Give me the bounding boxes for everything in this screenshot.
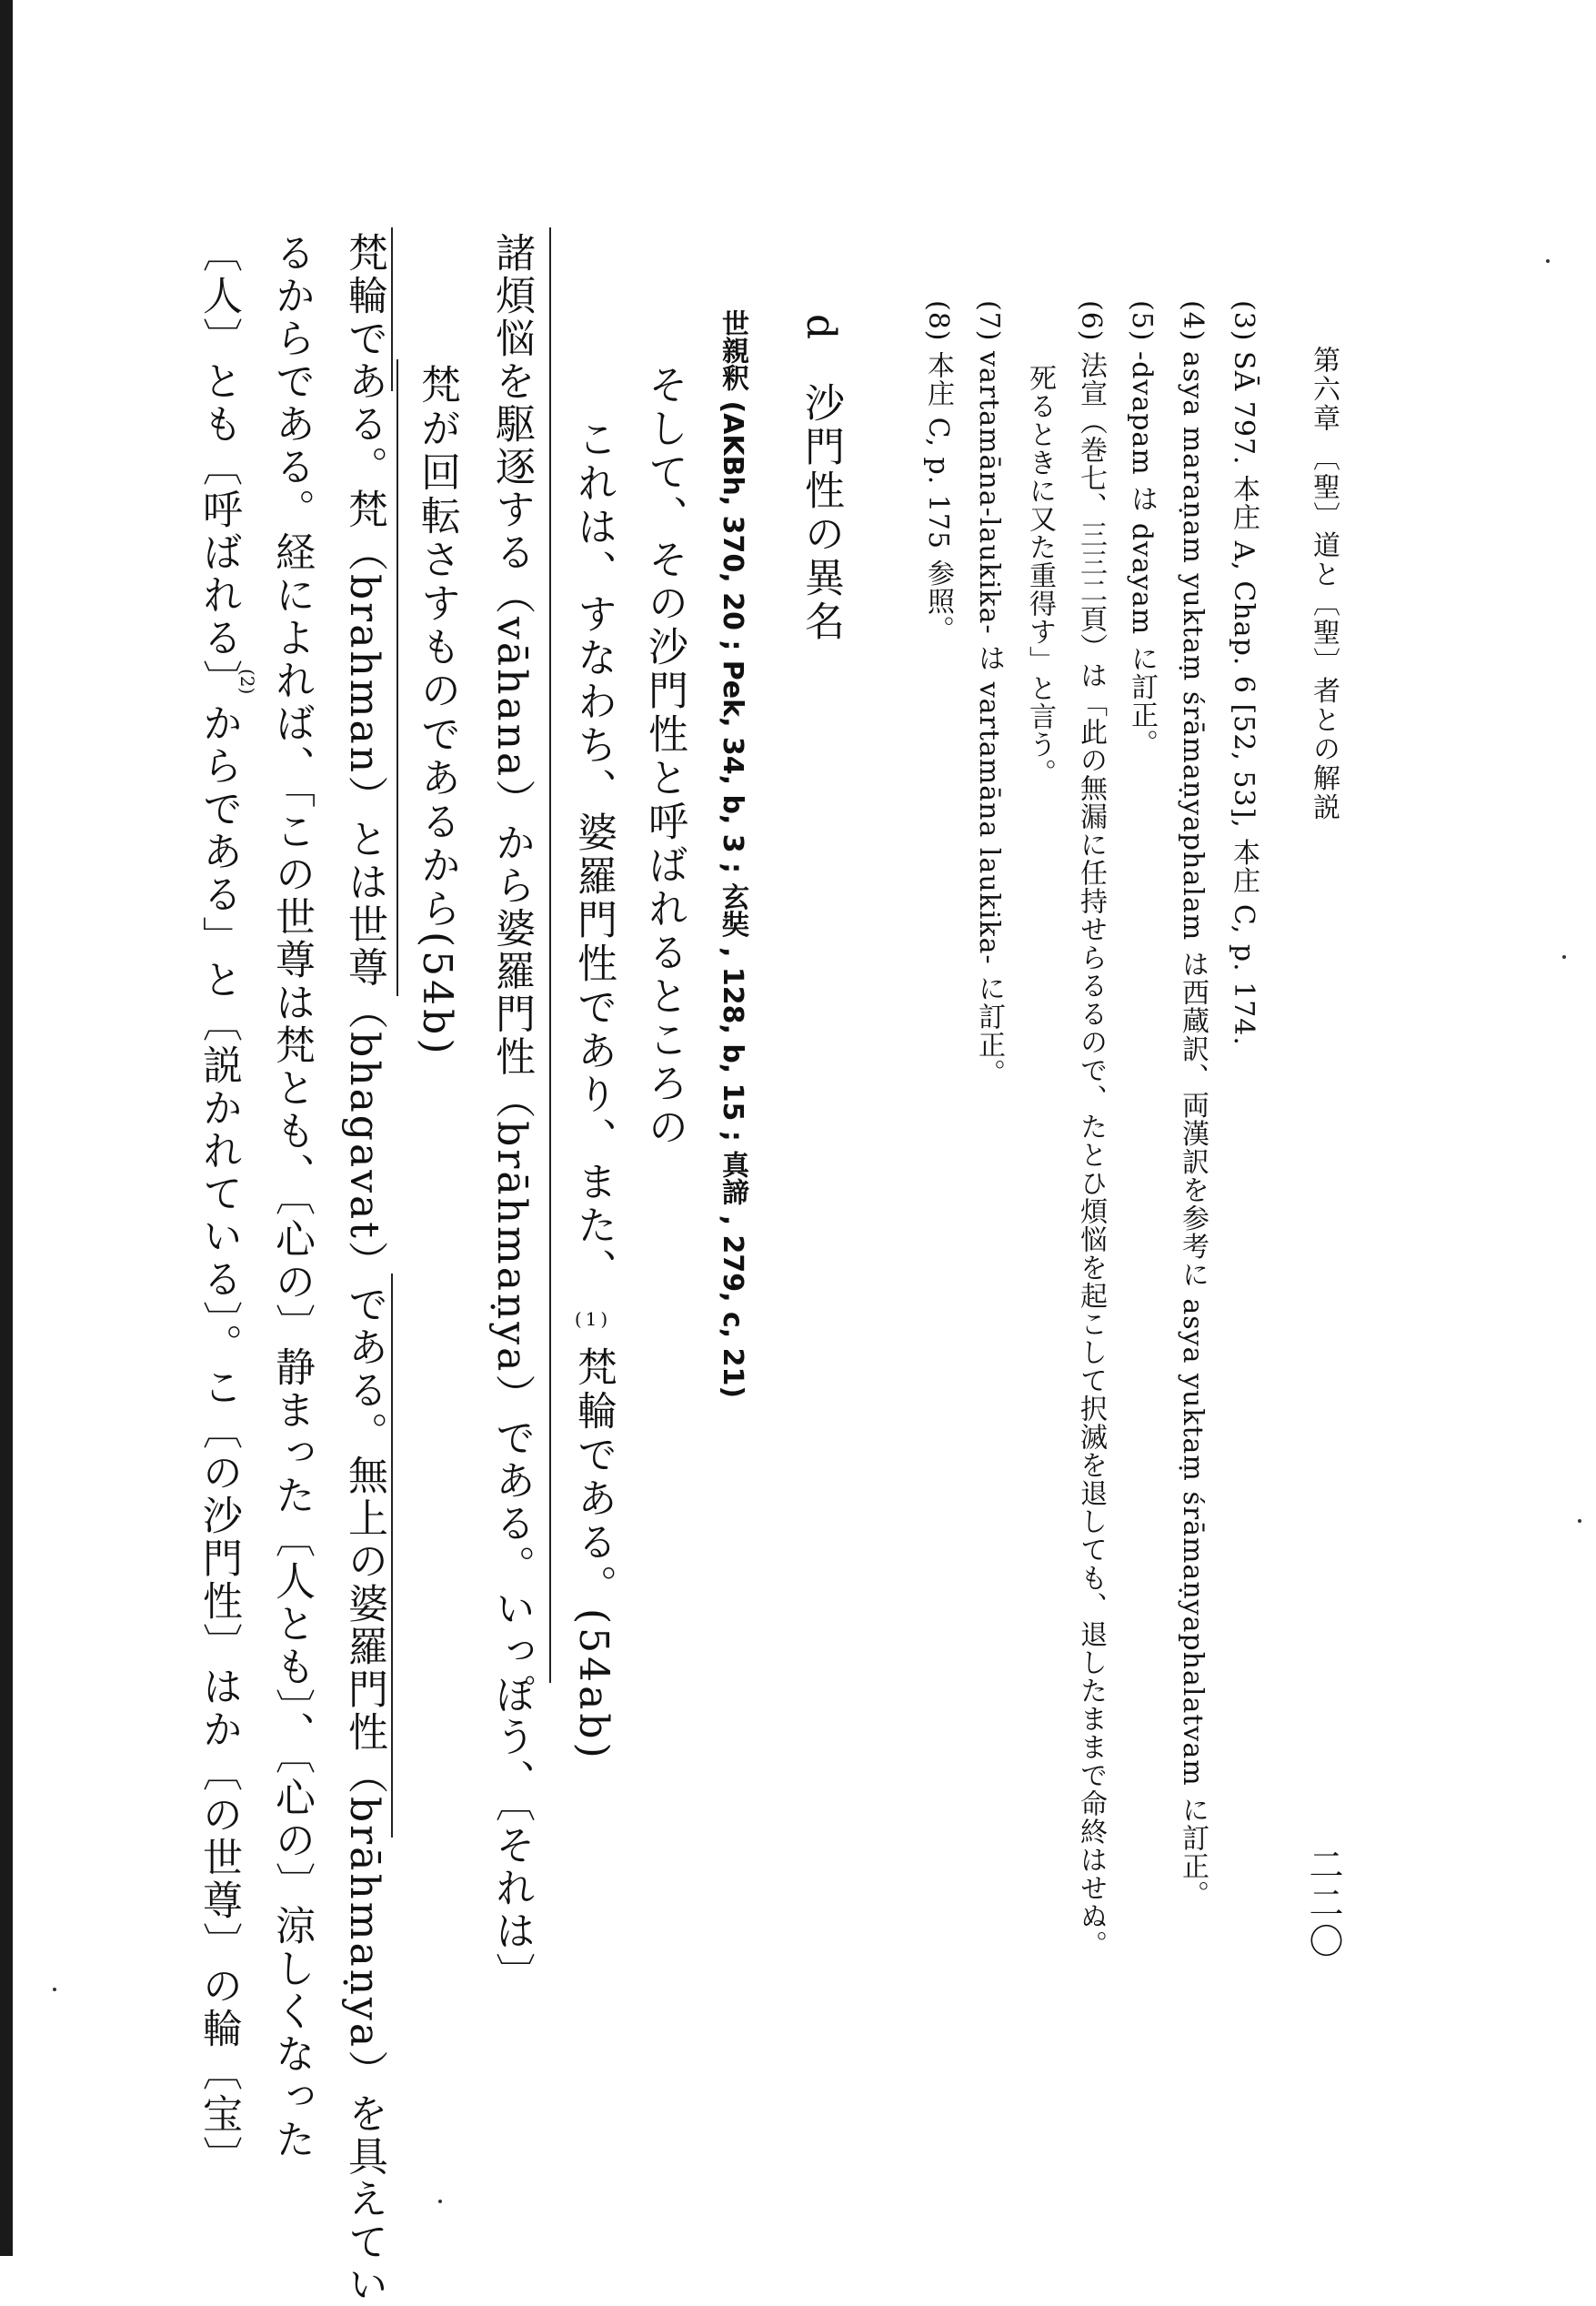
- section-title: 沙門性の異名: [798, 382, 844, 644]
- scan-speck: [1546, 259, 1550, 263]
- verse-line-2: [570, 418, 617, 1762]
- scan-speck: [1562, 955, 1566, 959]
- verse-sideline: [549, 227, 551, 1683]
- commentary-text: 〔人〕とも〔呼ばれる〕からである」と〔説かれている〕。こ〔の沙門性〕はか〔の世尊〕の輪〔宝〕: [196, 232, 242, 2179]
- footnote-text: vartamāna-laukika- は vartamāna laukika- に訂正。: [973, 351, 1005, 1088]
- scan-speck: [53, 1988, 56, 1991]
- footnote-5: [1126, 300, 1158, 758]
- footnote-6-continued: [1024, 364, 1056, 787]
- note-reference: (2): [236, 669, 258, 695]
- footnote-text: SĀ 797. 本庄 A, Chap. 6 [52, 53], 本庄 C, p. 174.: [1228, 351, 1260, 1046]
- scan-speck: [438, 2200, 442, 2203]
- footnote-7: [973, 300, 1005, 1088]
- commentary-line: るからである。経によれば、「この世尊は梵とも、〔心の〕静まった〔人とも〕、〔心の〕涼しくなった: [268, 232, 315, 2161]
- citation: 世親釈 (AKBh, 370, 20 ; Pek, 34, b, 3 ; 玄奘 , 128, b, 15 ; 真諦 , 279, c, 21): [717, 309, 748, 1399]
- footnote-text: 法宣（巻七、三三二頁）は「此の無漏に任持せらるるので、たとひ煩悩を起こして択滅を退しても、退したままで命終はせぬ。: [1075, 351, 1107, 1959]
- verse-sideline: [391, 227, 393, 391]
- verse-text: 梵輪である。(54ab): [570, 1346, 617, 1762]
- verse-line-1: そして、その沙門性と呼ばれるところの: [641, 364, 688, 1150]
- footnote-text: 本庄 C, p. 175 参照。: [922, 351, 954, 644]
- commentary-line: [196, 232, 242, 2179]
- footnote-text: asya maraṇam yuktaṃ śrāmaṇyaphalam は西蔵訳、両漢訳を参考に asya yuktaṃ śrāmaṇyaphalatvam に訂正。: [1177, 351, 1209, 1909]
- footnote-number: (5): [1126, 300, 1158, 342]
- note-reference: (1): [574, 1308, 612, 1330]
- footnote-text: 死るときに又た重得す」と言う。: [1024, 364, 1056, 787]
- verse-sideline: [391, 1274, 393, 1838]
- commentary-line: 梵輪である。梵（brahman）とは世尊（bhagavat）である。無上の婆羅門性（brāhmaṇya）を具えてい: [341, 232, 387, 2306]
- section-letter: d: [798, 314, 844, 344]
- footnote-number: (3): [1228, 300, 1260, 342]
- running-head: 第六章 〔聖〕道と〔聖〕者との解説: [1308, 346, 1340, 822]
- verse-sideline: [396, 359, 398, 996]
- footnote-text: -dvapam は dvayam に訂正。: [1126, 351, 1158, 758]
- verse-54b: 梵が回転さすものであるから(54b): [414, 364, 460, 1058]
- page-number: 二二〇: [1303, 1847, 1343, 1961]
- footnote-8: [922, 300, 954, 644]
- footnote-number: (4): [1177, 300, 1209, 342]
- footnote-4: [1177, 300, 1209, 1909]
- footnote-number: (7): [973, 300, 1005, 342]
- footnote-number: (8): [922, 300, 954, 342]
- footnote-6: [1075, 300, 1107, 1959]
- commentary-line: 諸煩悩を駆逐する（vāhana）から婆羅門性（brāhmaṇya）である。いっぽう、〔それは〕: [488, 232, 535, 1996]
- footnote-number: (6): [1075, 300, 1107, 342]
- verse-text: これは、すなわち、婆羅門性であり、また、: [570, 418, 617, 1292]
- scan-speck: [1578, 1519, 1581, 1523]
- footnote-3: [1228, 300, 1260, 1046]
- scan-edge: [0, 0, 13, 2256]
